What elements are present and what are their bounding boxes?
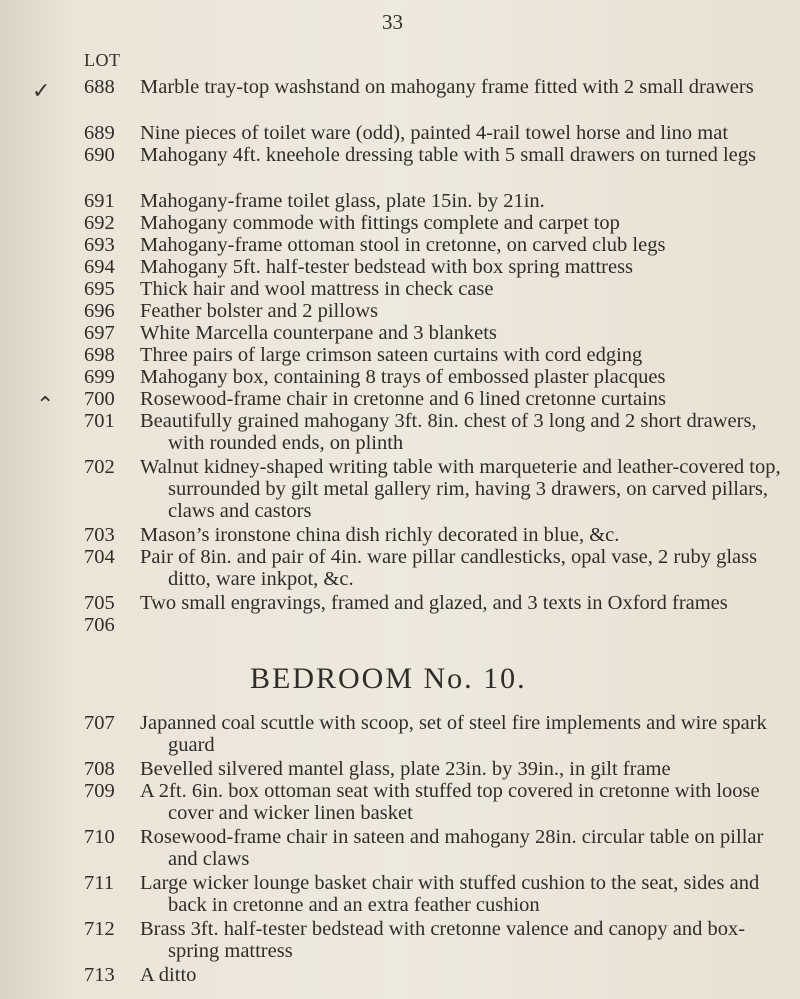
lot-description: Brass 3ft. half-tester bedstead with cretonne valence and canopy and box-spring mattress [140,918,746,962]
lot-number: 711 [84,872,114,894]
lot-number: 695 [84,278,115,300]
section-heading: BEDROOM No. 10. [250,662,527,695]
lot-description: Beautifully grained mahogany 3ft. 8in. chest of 3 long and 2 short drawers, with rounded ends, on plinth [140,410,757,454]
lot-number: 688 [84,76,115,98]
lot-description: Mahogany commode with fittings complete and carpet top [140,212,620,234]
lot-description: Large wicker lounge basket chair with stuffed cushion to the seat, sides and back in cretonne and an extra feather cushion [140,872,760,916]
lot-entry [84,780,784,824]
page-number: 33 [382,10,403,34]
lot-number: 692 [84,212,115,234]
lot-entry [84,410,784,454]
lot-number: 701 [84,410,115,432]
lot-description: Feather bolster and 2 pillows [140,300,378,322]
lot-number: 702 [84,456,115,478]
lot-entry [84,366,784,388]
lot-description: White Marcella counterpane and 3 blankets [140,322,497,344]
lot-entry [84,872,784,916]
lot-description: Rosewood-frame chair in cretonne and 6 lined cretonne curtains [140,388,666,410]
lot-entry [84,546,784,590]
lot-description: Mahogany box, containing 8 trays of embossed plaster placques [140,366,666,388]
lot-number: 704 [84,546,115,568]
lot-number: 705 [84,592,115,614]
lot-number: 693 [84,234,115,256]
lot-description: Pair of 8in. and pair of 4in. ware pillar candlesticks, opal vase, 2 ruby glass ditto, ware inkpot, &c. [140,546,758,590]
lot-entry [84,712,784,756]
lot-description: Mahogany 4ft. kneehole dressing table with 5 small drawers on turned legs [140,144,756,166]
margin-tick-mark: ✓ [32,78,51,103]
lot-number: 691 [84,190,115,212]
lot-number: 710 [84,826,115,848]
lot-entry [84,278,784,300]
lot-number: 709 [84,780,115,802]
lot-entry [84,456,784,522]
lot-entry [84,524,784,546]
lot-number: 699 [84,366,115,388]
lot-entry [84,388,784,410]
lot-description: Rosewood-frame chair in sateen and mahogany 28in. circular table on pillar and claws [140,826,764,870]
lot-entry [84,758,784,780]
lot-number: 706 [84,614,115,636]
lot-description: Marble tray-top washstand on mahogany frame fitted with 2 small drawers [140,76,754,98]
lot-entry [84,300,784,322]
lot-entry [84,826,784,870]
lot-number: 703 [84,524,115,546]
lot-entry [84,918,784,962]
lot-entry [84,76,784,98]
lot-number: 696 [84,300,115,322]
lot-description: Thick hair and wool mattress in check case [140,278,494,300]
lot-number: 713 [84,964,115,986]
lot-entry [84,144,784,166]
lot-description: Walnut kidney-shaped writing table with marqueterie and leather-covered top, surrounded by gilt metal gallery rim, having 3 drawers, on carved pillars, claws and castors [140,456,781,522]
lot-number: 712 [84,918,115,940]
lot-number: 708 [84,758,115,780]
lot-number: 697 [84,322,115,344]
lot-description: Bevelled silvered mantel glass, plate 23in. by 39in., in gilt frame [140,758,671,780]
lot-description: Mahogany-frame toilet glass, plate 15in. by 21in. [140,190,545,212]
lot-entry [84,322,784,344]
lot-column-header: LOT [84,50,121,70]
lot-number: 689 [84,122,115,144]
lot-description: A ditto [140,964,197,986]
lot-number: 698 [84,344,115,366]
lot-entry [84,234,784,256]
lot-description: Mahogany 5ft. half-tester bedstead with box spring mattress [140,256,634,278]
lot-entry [84,122,784,144]
lot-entry [84,964,784,986]
lot-entry [84,592,784,614]
lot-entry [84,256,784,278]
lot-description: A 2ft. 6in. box ottoman seat with stuffed top covered in cretonne with loose cover and wicker linen basket [140,780,760,824]
lot-description: Nine pieces of toilet ware (odd), painted 4-rail towel horse and lino mat [140,122,729,144]
lot-number: 700 [84,388,115,410]
lot-description: Japanned coal scuttle with scoop, set of steel fire implements and wire spark guard [140,712,767,756]
lot-entry [84,212,784,234]
lot-entry [84,344,784,366]
lot-description: Mason’s ironstone china dish richly decorated in blue, &c. [140,524,620,546]
lot-number: 690 [84,144,115,166]
lot-description: Two small engravings, framed and glazed, and 3 texts in Oxford frames [140,592,728,614]
lot-number: 694 [84,256,115,278]
lot-description: Mahogany-frame ottoman stool in cretonne, on carved club legs [140,234,666,256]
lot-entry [84,190,784,212]
lot-number: 707 [84,712,115,734]
margin-arrow-mark: ⌃ [36,392,55,417]
lot-description: Three pairs of large crimson sateen curtains with cord edging [140,344,643,366]
